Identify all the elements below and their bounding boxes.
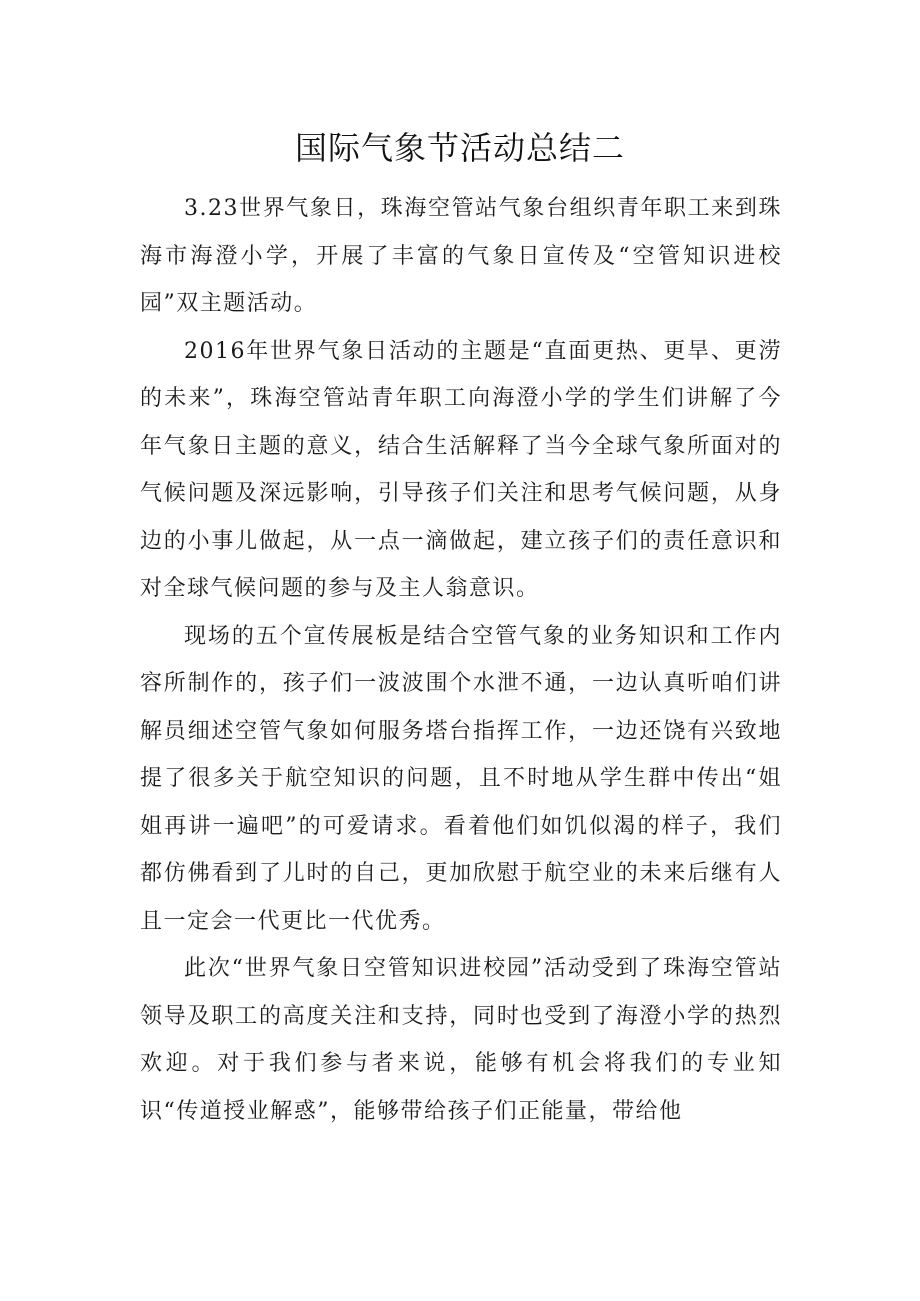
document-body bbox=[140, 185, 782, 1135]
paragraph: 此次“世界气象日空管知识进校园”活动受到了珠海空管站领导及职工的高度关注和支持，同时也受到了海澄小学的热烈欢迎。对于我们参与者来说，能够有机会将我们的专业知识“传道授业解惑”，能够带给孩子们正能量，带给他 bbox=[140, 956, 782, 1124]
paragraph: 2016年世界气象日活动的主题是“直面更热、更旱、更涝的未来”，珠海空管站青年职工向海澄小学的学生们讲解了今年气象日主题的意义，结合生活解释了当今全球气象所面对的气候问题及深远影响，引导孩子们关注和思考气候问题，从身边的小事儿做起，从一点一滴做起，建立孩子们的责任意识和对全球气候问题的参与及主人翁意识。 bbox=[140, 338, 782, 601]
paragraph: 现场的五个宣传展板是结合空管气象的业务知识和工作内容所制作的，孩子们一波波围个水泄不通，一边认真听咱们讲解员细述空管气象如何服务塔台指挥工作，一边还饶有兴致地提了很多关于航空知识的问题，且不时地从学生群中传出“姐姐再讲一遍吧”的可爱请求。看着他们如饥似渴的样子，我们都仿佛看到了儿时的自己，更加欣慰于航空业的未来后继有人且一定会一代更比一代优秀。 bbox=[140, 623, 782, 934]
paragraph: 3.23世界气象日，珠海空管站气象台组织青年职工来到珠海市海澄小学，开展了丰富的气象日宣传及“空管知识进校园”双主题活动。 bbox=[140, 196, 782, 316]
document-title: 国际气象节活动总结二 bbox=[294, 129, 625, 167]
